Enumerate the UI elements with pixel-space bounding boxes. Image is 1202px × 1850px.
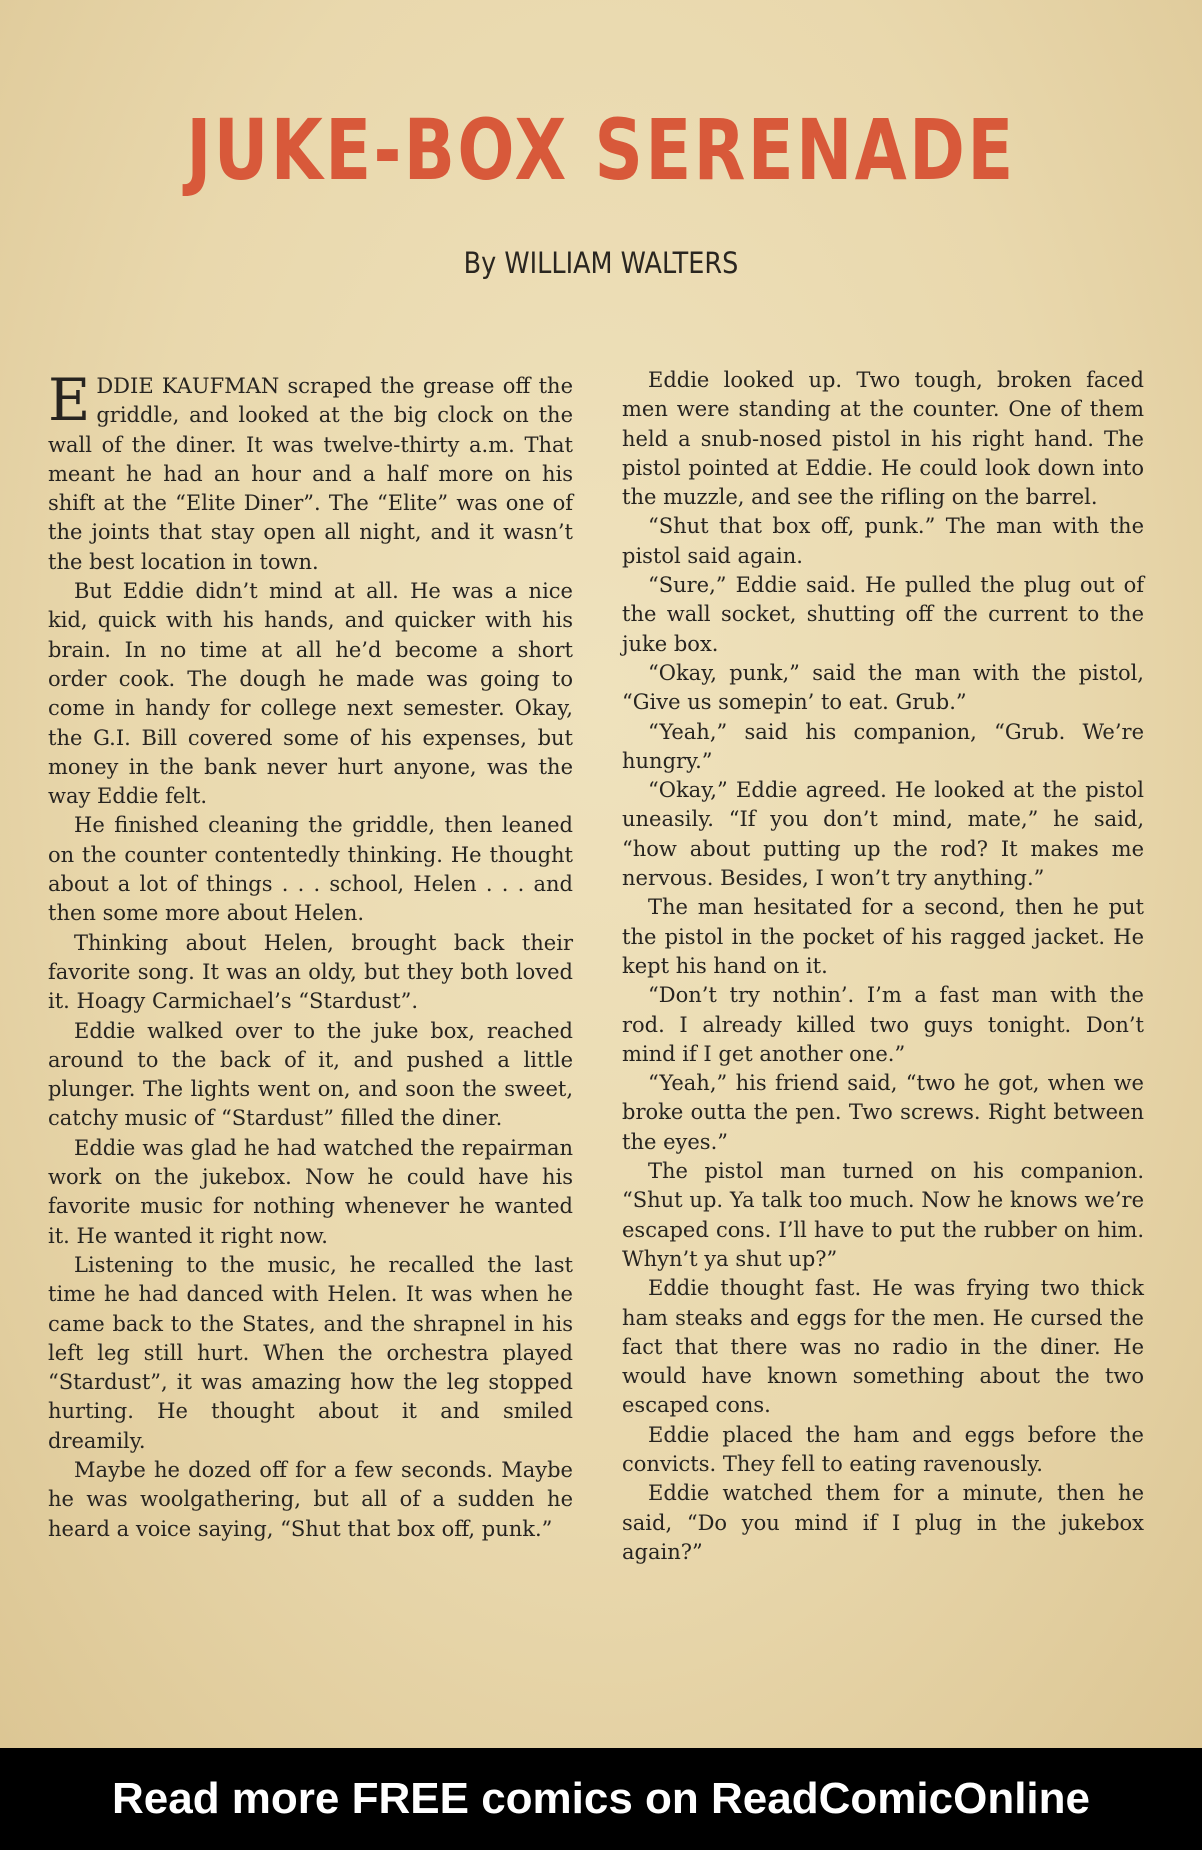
story-title: JUKE-BOX SERENADE bbox=[186, 101, 1016, 199]
opening-paragraph-text: DDIE KAUFMAN scraped the grease off the griddle, and looked at the big clock on the wall of the diner. It was twelve-thirty a.m. That meant he had an hour and a half more on his shift at the “Elite Diner”. The “Elite” was one of the joints that stay open all night, and it wasn’t the best location in town. bbox=[48, 374, 573, 574]
paragraph: Eddie thought fast. He was frying two thick ham steaks and eggs for the men. He cursed the fact that there was no radio in the diner. He would have known something about the two escaped cons. bbox=[622, 1276, 1144, 1418]
footer-banner[interactable] bbox=[0, 1748, 1202, 1850]
paragraph: Eddie watched them for a minute, then he said, “Do you mind if I plug in the jukebox again?” bbox=[622, 1481, 1144, 1564]
paragraph: “Sure,” Eddie said. He pulled the plug out of the wall socket, shutting off the current to the juke box. bbox=[622, 573, 1144, 656]
paragraph: “Yeah,” said his companion, “Grub. We’re hungry.” bbox=[622, 719, 1144, 773]
paragraph: “Okay,” Eddie agreed. He looked at the pistol uneasily. “If you don’t mind, mate,” he said, “how about putting up the rod? It makes me nervous. Besides, I won’t try anything.” bbox=[622, 778, 1144, 891]
paragraph: The man hesitated for a second, then he put the pistol in the pocket of his ragged jacket. He kept his hand on it. bbox=[622, 895, 1144, 978]
right-column bbox=[622, 366, 1144, 1567]
paragraph: “Don’t try nothin’. I’m a fast man with the rod. I already killed two guys tonight. Don’t mind if I get another one.” bbox=[622, 983, 1144, 1066]
paragraph: “Okay, punk,” said the man with the pistol, “Give us somepin’ to eat. Grub.” bbox=[622, 660, 1144, 715]
paragraph: “Shut that box off, punk.” The man with the pistol said again. bbox=[622, 514, 1144, 568]
paragraph: Eddie walked over to the juke box, reached around to the back of it, and pushed a little plunger. The lights went on, and soon the sweet, catchy music of “Stardust” filled the diner. bbox=[48, 1018, 573, 1131]
paragraph: He finished cleaning the griddle, then leaned on the counter contentedly thinking. He thought about a lot of things . . . school, Helen . . . and then some more about Helen. bbox=[48, 813, 573, 926]
drop-cap: E bbox=[48, 366, 91, 434]
paragraph: Eddie was glad he had watched the repairman work on the jukebox. Now he could have his favorite music for nothing whenever he wanted it. He wanted it right now. bbox=[48, 1135, 573, 1248]
paragraph: Thinking about Helen, brought back their favorite song. It was an oldy, but they both loved it. Hoagy Carmichael’s “Stardust”. bbox=[48, 930, 573, 1014]
paragraph: Maybe he dozed off for a few seconds. Maybe he was woolgathering, but all of a sudden he heard a voice saying, “Shut that box off, punk.” bbox=[48, 1457, 573, 1541]
footer-banner-text[interactable]: Read more FREE comics on ReadComicOnline bbox=[111, 1774, 1090, 1823]
paragraph: But Eddie didn’t mind at all. He was a nice kid, quick with his hands, and quicker with his brain. In no time at all he’d become a short order cook. The dough he made was going to come in handy for college next semester. Okay, the G.I. Bill covered some of his expenses, but money in the bank never hurt anyone, was the way Eddie felt. bbox=[48, 579, 573, 809]
paragraph: “Yeah,” his friend said, “two he got, when we broke outta the pen. Two screws. Right between the eyes.” bbox=[622, 1071, 1144, 1154]
paragraph: Eddie looked up. Two tough, broken faced men were standing at the counter. One of them held a snub-nosed pistol in his right hand. The pistol pointed at Eddie. He could look down into the muzzle, and see the rifling on the barrel. bbox=[622, 368, 1144, 510]
left-column bbox=[48, 366, 573, 1544]
paragraph: Eddie placed the ham and eggs before the convicts. They fell to eating ravenously. bbox=[622, 1422, 1144, 1476]
paragraph: The pistol man turned on his companion. “Shut up. Ya talk too much. Now he knows we’re escaped cons. I’ll have to put the rubber on him. Whyn’t ya shut up?” bbox=[622, 1159, 1144, 1271]
paragraph: Listening to the music, he recalled the last time he had danced with Helen. It was when he came back to the States, and the shrapnel in his left leg still hurt. When the orchestra played “Stardust”, it was amazing how the leg stopped hurting. He thought about it and smiled dreamily. bbox=[48, 1252, 573, 1453]
author-byline: By WILLIAM WALTERS bbox=[463, 246, 739, 280]
opening-paragraph bbox=[48, 366, 573, 577]
